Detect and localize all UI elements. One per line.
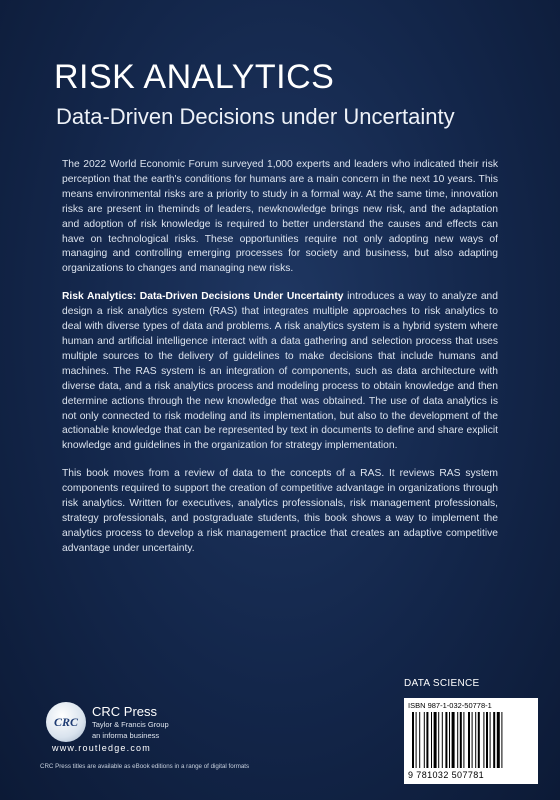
publisher-name: CRC Press bbox=[92, 704, 158, 719]
barcode-number: 9 781032 507781 bbox=[408, 770, 485, 780]
ebook-note: CRC Press titles are available as eBook editions in a range of digital formats bbox=[40, 763, 250, 770]
blurb-paragraph-1: The 2022 World Economic Forum surveyed 1,000 experts and leaders who indicated their risk perception that the earth's conditions for humans are a main concern in the next 10 years. This means environmental risks are a priority to study in a formal way. At the same time, innovation risks are present in theminds of leaders, newknowledge brings new risk, and the adaptation and adoption of risk knowledge is required to better understand the causes and effects can have on technological risks. These opportunities require not only adopting new ways of managing and controlling emerging processes for society and business, but also adapting organizations to changes and managing new risks. bbox=[62, 159, 498, 275]
book-title: RISK ANALYTICS bbox=[54, 58, 335, 96]
crc-logo-text: CRC bbox=[53, 715, 78, 729]
blurb-paragraph-3: This book moves from a review of data to the concepts of a RAS. It reviews RAS system components required to support the creation of competitive advantage in organizations through risk analytics. Written for executives, analytics professionals, risk management professionals, strategy professionals, and postgraduate students, this book shows a way to implement the analytics process to develop a risk management practice that creates an adaptive competitive advantage under uncertainty. bbox=[62, 468, 498, 554]
isbn-label: ISBN 987-1-032-50778-1 bbox=[408, 701, 492, 710]
book-subtitle: Data-Driven Decisions under Uncertainty bbox=[56, 104, 455, 129]
back-cover-blurb bbox=[62, 158, 498, 570]
publisher-informa: an informa business bbox=[92, 731, 160, 740]
blurb-book-title-bold: Risk Analytics: Data-Driven Decisions Under Uncertainty bbox=[62, 291, 344, 303]
blurb-paragraph-2-text: introduces a way to analyze and design a risk analytics system (RAS) that integrates multiple approaches to risk analytics to deal with diverse types of data and problems. A risk analytics system is a hybrid system where human and artificial intelligence interact with a data gathering and selection process that uses multiple sources to the delivery of guidelines to make decisions that include humans and machines. The RAS system is an integration of components, such as data architecture with diverse data, and a risk analytics process and modeling process to obtain knowledge and then determine actions through the new knowledge that was obtained. The use of data analytics is not only connected to risk modeling and its implementation, but also to the development of the actionable knowledge that can be represented by text in documents to define and share explicit knowledge and guidelines in the organization for strategy implementation. bbox=[62, 291, 498, 452]
crc-press-logo bbox=[46, 702, 86, 742]
blurb-paragraph-2 bbox=[62, 290, 498, 454]
publisher-group: Taylor & Francis Group bbox=[92, 720, 169, 729]
barcode-bars bbox=[412, 712, 530, 768]
isbn-barcode bbox=[404, 698, 538, 784]
publisher-url[interactable]: www.routledge.com bbox=[52, 743, 151, 753]
category-label: DATA SCIENCE bbox=[404, 678, 480, 689]
